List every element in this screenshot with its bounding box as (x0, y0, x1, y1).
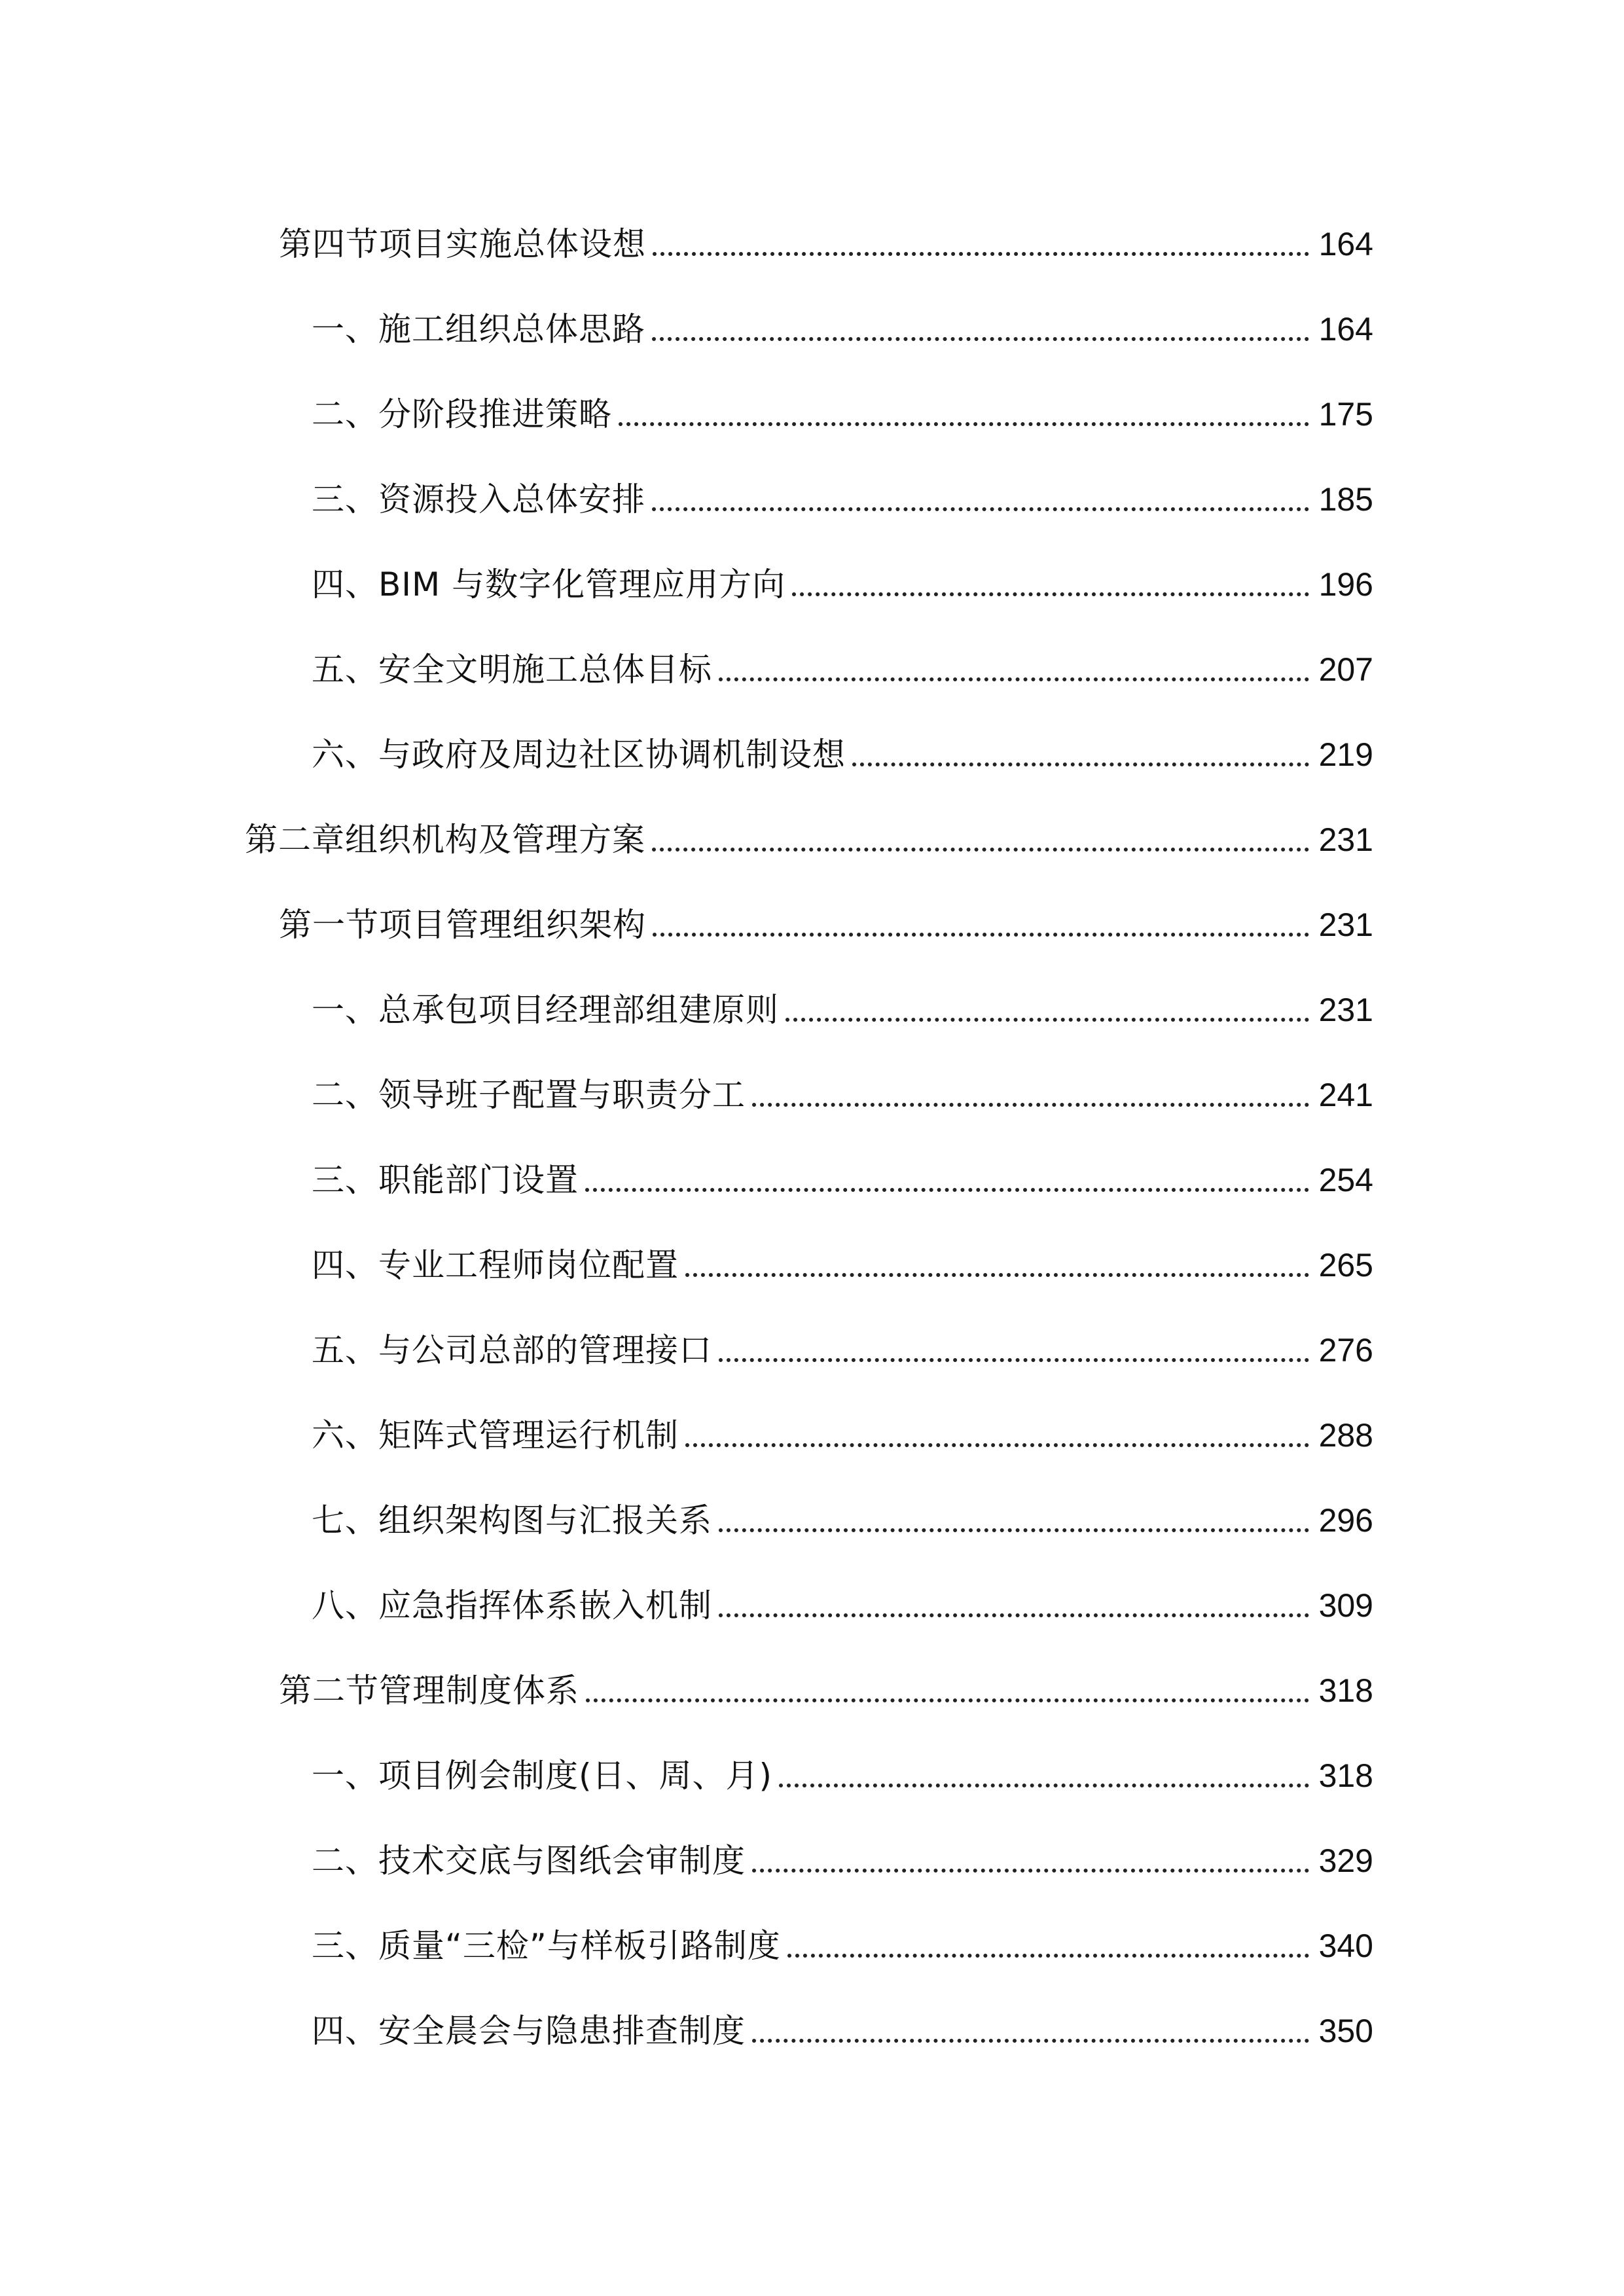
toc-entry[interactable] (312, 1744, 1373, 1797)
toc-entry[interactable] (312, 298, 1373, 350)
toc-entry[interactable] (312, 1404, 1373, 1456)
toc-entry[interactable] (312, 1234, 1373, 1286)
toc-entry-title: 第四节项目实施总体设想 (279, 225, 646, 263)
toc-dot-leader (586, 1698, 1309, 1702)
toc-page-number: 207 (1318, 651, 1373, 688)
toc-dot-leader (752, 2039, 1309, 2043)
toc-page-number: 318 (1318, 1672, 1373, 1709)
toc-entry-title: 七、组织架构图与汇报关系 (312, 1501, 712, 1539)
toc-page-number: 185 (1318, 481, 1373, 518)
toc-dot-leader (685, 1443, 1309, 1447)
toc-entry[interactable] (312, 1829, 1373, 1882)
toc-entry[interactable] (312, 1574, 1373, 1626)
toc-page-number: 164 (1318, 226, 1373, 262)
toc-dot-leader (719, 1613, 1309, 1617)
toc-entry-title: 三、质量“三检”与样板引路制度 (312, 1927, 781, 1965)
toc-entry[interactable] (312, 383, 1373, 435)
toc-entry[interactable] (312, 1064, 1373, 1116)
toc-dot-leader (787, 1954, 1309, 1958)
toc-entry-title: 四、安全晨会与隐患排查制度 (312, 2012, 746, 2050)
toc-entry-title: 六、与政府及周边社区协调机制设想 (312, 736, 846, 774)
toc-page-number: 329 (1318, 1842, 1373, 1879)
toc-entry[interactable] (312, 638, 1373, 691)
toc-entry-title: 五、安全文明施工总体目标 (312, 651, 712, 689)
toc-dot-leader (653, 252, 1309, 256)
toc-entry[interactable] (245, 808, 1373, 861)
toc-entry[interactable] (279, 213, 1373, 265)
toc-entry-title: 六、矩阵式管理运行机制 (312, 1416, 679, 1454)
toc-dot-leader (852, 762, 1309, 766)
toc-dot-leader (619, 422, 1309, 426)
toc-entry-title: 第二章组织机构及管理方案 (245, 821, 645, 859)
toc-entry[interactable] (312, 468, 1373, 520)
toc-page-number: 231 (1318, 992, 1373, 1028)
toc-entry-title: 三、资源投入总体安排 (312, 480, 645, 518)
toc-dot-leader (719, 677, 1309, 681)
toc-entry[interactable] (279, 893, 1373, 946)
toc-entry-title: 二、技术交底与图纸会审制度 (312, 1842, 746, 1880)
toc-page-number: 175 (1318, 396, 1373, 433)
toc-dot-leader (719, 1528, 1309, 1532)
toc-entry[interactable] (312, 978, 1373, 1031)
toc-entry-title: 二、分阶段推进策略 (312, 395, 612, 433)
toc-dot-leader (585, 1188, 1309, 1192)
toc-entry[interactable] (312, 553, 1373, 605)
toc-dot-leader (653, 933, 1309, 937)
toc-dot-leader (719, 1358, 1309, 1362)
toc-entry[interactable] (312, 1914, 1373, 1967)
toc-page-number: 296 (1318, 1502, 1373, 1539)
toc-entry-title: 一、总承包项目经理部组建原则 (312, 991, 779, 1029)
toc-entry-title: 四、专业工程师岗位配置 (312, 1246, 679, 1284)
toc-entry[interactable] (279, 1659, 1373, 1712)
toc-dot-leader (652, 848, 1309, 852)
toc-entry[interactable] (312, 723, 1373, 776)
toc-entry[interactable] (312, 1319, 1373, 1371)
toc-entry[interactable] (312, 1489, 1373, 1541)
toc-entry-title: 一、施工组织总体思路 (312, 310, 645, 348)
toc-entry-title: 四、BIM 与数字化管理应用方向 (312, 565, 786, 603)
toc-dot-leader (785, 1018, 1309, 1022)
toc-page-number: 164 (1318, 311, 1373, 348)
toc-page-number: 309 (1318, 1587, 1373, 1624)
toc-dot-leader (652, 507, 1309, 511)
toc-entry-title: 一、项目例会制度(日、周、月) (312, 1757, 773, 1795)
toc-dot-leader (752, 1869, 1309, 1873)
toc-page-number: 350 (1318, 2013, 1373, 2049)
toc-page-number: 219 (1318, 736, 1373, 773)
toc-dot-leader (752, 1103, 1309, 1107)
toc-dot-leader (792, 592, 1309, 596)
toc-dot-leader (685, 1273, 1309, 1277)
toc-page-number: 196 (1318, 566, 1373, 603)
toc-dot-leader (779, 1784, 1309, 1787)
toc-entry-title: 第二节管理制度体系 (279, 1672, 579, 1710)
toc-page-number: 241 (1318, 1077, 1373, 1113)
toc-page-number: 231 (1318, 821, 1373, 858)
toc-entry-title: 五、与公司总部的管理接口 (312, 1331, 712, 1369)
toc-page-number: 254 (1318, 1162, 1373, 1198)
toc-entry[interactable] (312, 1149, 1373, 1201)
toc-page-number: 231 (1318, 906, 1373, 943)
toc-page-number: 276 (1318, 1332, 1373, 1369)
toc-page-number: 288 (1318, 1417, 1373, 1454)
toc-entry-title: 二、领导班子配置与职责分工 (312, 1076, 746, 1114)
toc-dot-leader (652, 337, 1309, 341)
toc-entry-title: 第一节项目管理组织架构 (279, 906, 646, 944)
toc-entry-title: 八、应急指挥体系嵌入机制 (312, 1587, 712, 1624)
toc-page-number: 340 (1318, 1928, 1373, 1964)
toc-page-number: 265 (1318, 1247, 1373, 1283)
toc-page-number: 318 (1318, 1757, 1373, 1794)
toc-entry[interactable] (312, 2000, 1373, 2052)
toc-entry-title: 三、职能部门设置 (312, 1161, 579, 1199)
